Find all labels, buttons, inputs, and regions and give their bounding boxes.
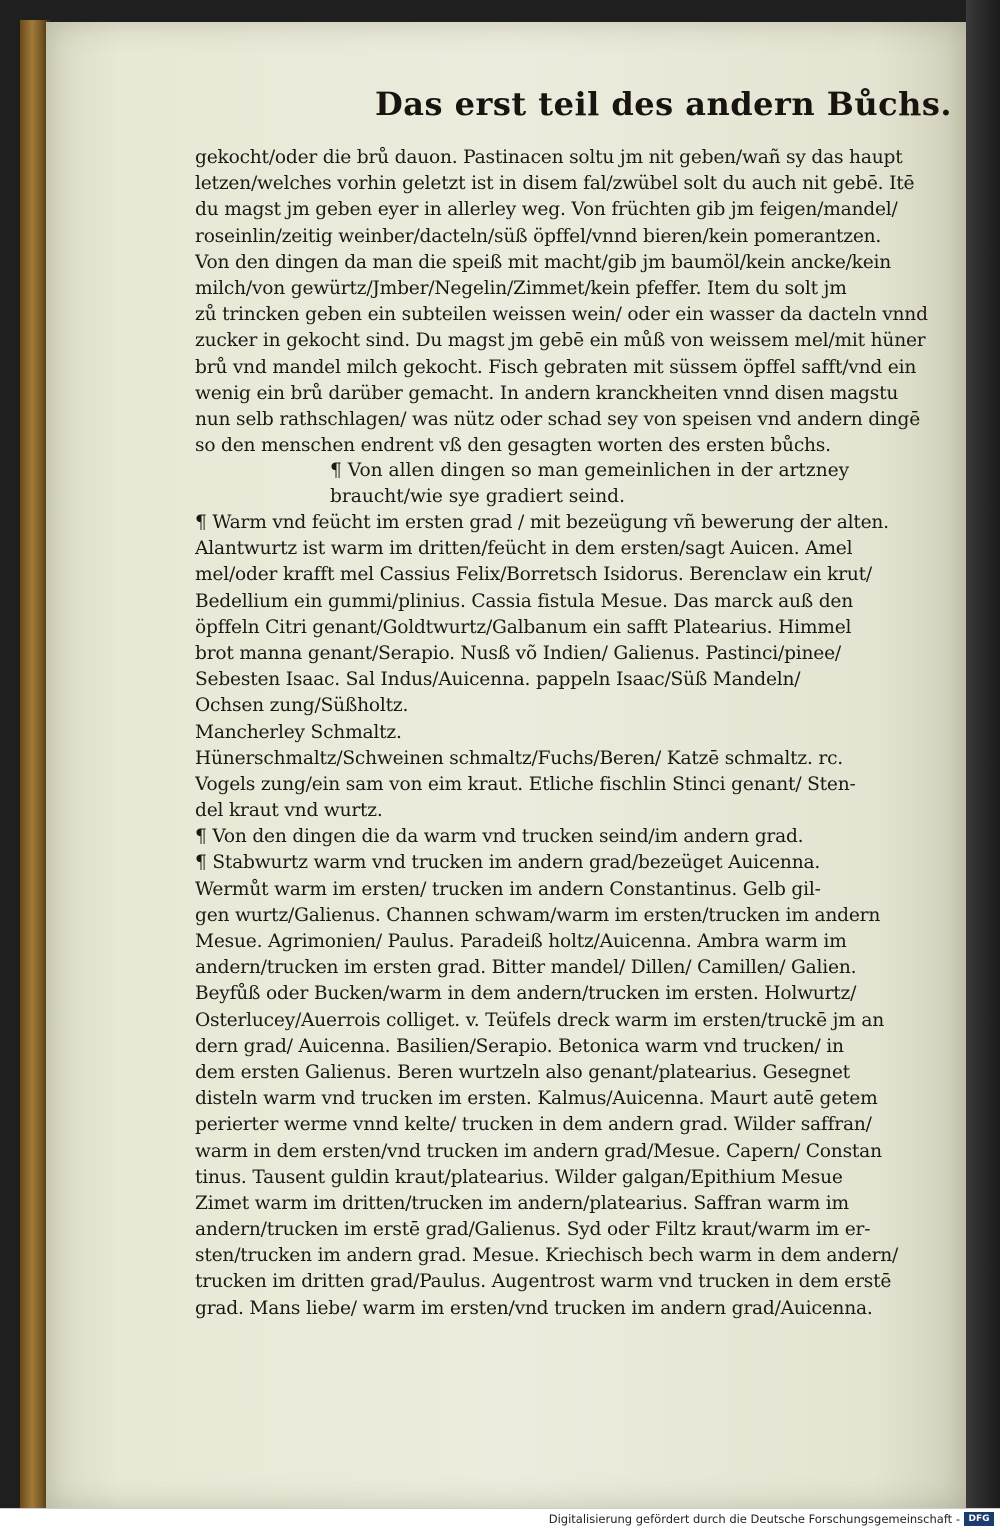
block1-line: wenig ein brů darüber gemacht. In andern kranckheiten vnnd disen magstu [195,382,899,404]
block2-line: Beyfůß oder Bucken/warm in dem andern/trucken im ersten. Holwurtz/ [195,983,857,1005]
block1-line: gekocht/oder die brů dauon. Pastinacen soltu jm nit geben/wañ sy das haupt [195,147,903,168]
block1-line: zucker in gekocht sind. Du magst jm gebē ein můß von weissem mel/mit hüner [195,330,926,352]
block2-line: brot manna genant/Serapio. Nusß võ Indien/ Galienus. Pastinci/pinee/ [195,642,841,664]
block1-line: roseinlin/zeitig weinber/dacteln/süß öpffel/vnnd bieren/kein pomerantzen. [195,225,882,247]
block1-line: brů vnd mandel milch gekocht. Fisch gebraten mit süssem öpffel safft/vnd ein [195,356,917,378]
block1-line: milch/von gewürtz/Jmber/Negelin/Zimmet/kein pfeffer. Item du solt jm [195,277,847,299]
block2-line: tinus. Tausent guldin kraut/platearius. Wilder galgan/Epithium Mesue [195,1166,843,1188]
block2-line: dern grad/ Auicenna. Basilien/Serapio. Betonica warm vnd trucken/ in [195,1035,844,1057]
block2-line: ¶ Stabwurtz warm vnd trucken im andern grad/bezeüget Auicenna. [195,852,821,874]
block2-line: sten/trucken im andern grad. Mesue. Kriechisch bech warm in dem andern/ [195,1245,899,1267]
block2-line: Alantwurtz ist warm im dritten/feücht in dem ersten/sagt Auicen. Amel [195,538,853,560]
section-heading [330,458,890,510]
dfg-logo: DFG [964,1512,994,1526]
running-header: Das erst teil des andern Bůchs. [375,85,952,123]
paragraph-block-1 [195,145,955,459]
block2-line: Wermůt warm im ersten/ trucken im andern Constantinus. Gelb gil- [195,878,821,900]
block1-line: so den menschen endrent vß den gesagten worten des ersten bůchs. [195,435,831,457]
paragraph-block-2 [195,510,955,1322]
footer-credit: Digitalisierung gefördert durch die Deutsche Forschungsgemeinschaft - [548,1512,960,1526]
block2-line: Vogels zung/ein sam von eim kraut. Etliche fischlin Stinci genant/ Sten- [195,773,856,795]
block2-line: andern/trucken im ersten grad. Bitter mandel/ Dillen/ Camillen/ Galien. [195,957,857,979]
block2-line: perierter werme vnnd kelte/ trucken in dem andern grad. Wilder saffran/ [195,1114,872,1136]
scan-border [966,0,1000,1508]
block2-line: Bedellium ein gummi/plinius. Cassia fistula Mesue. Das marck auß den [195,590,853,612]
block2-line: Mancherley Schmaltz. [195,721,402,743]
block1-line: zů trincken geben ein subteilen weissen wein/ oder ein wasser da dacteln vnnd [195,304,928,326]
block2-line: ¶ Von den dingen die da warm vnd trucken seind/im andern grad. [195,826,804,848]
heading-line: braucht/wie sye gradiert seind. [330,486,625,507]
block2-line: grad. Mans liebe/ warm im ersten/vnd trucken im andern grad/Auicenna. [195,1297,873,1319]
block1-line: letzen/welches vorhin geletzt ist in disem fal/zwübel solt du auch nit gebē. Itē [195,173,915,195]
block2-line: Hünerschmaltz/Schweinen schmaltz/Fuchs/Beren/ Katzē schmaltz. rc. [195,747,844,769]
block2-line: disteln warm vnd trucken im ersten. Kalmus/Auicenna. Maurt autē getem [195,1088,878,1110]
block2-line: Mesue. Agrimonien/ Paulus. Paradeiß holtz/Auicenna. Ambra warm im [195,931,847,952]
block2-line: Zimet warm im dritten/trucken im andern/platearius. Saffran warm im [195,1192,849,1214]
block2-line: Osterlucey/Auerrois colliget. v. Teüfels dreck warm im ersten/truckē jm an [195,1009,884,1031]
block2-line: ¶ Warm vnd feücht im ersten grad / mit bezeügung vñ bewerung der alten. [195,512,889,533]
block2-line: warm in dem ersten/vnd trucken im andern grad/Mesue. Capern/ Constan [195,1140,882,1162]
block2-line: gen wurtz/Galienus. Channen schwam/warm im ersten/trucken im andern [195,904,881,926]
block2-line: del kraut vnd wurtz. [195,800,383,822]
block2-line: Sebesten Isaac. Sal Indus/Auicenna. pappeln Isaac/Süß Mandeln/ [195,669,801,691]
block1-line: du magst jm geben eyer in allerley weg. Von früchten gib jm feigen/mandel/ [195,199,898,221]
block2-line: öpffeln Citri genant/Goldtwurtz/Galbanum ein safft Platearius. Himmel [195,616,852,638]
block1-line: Von den dingen da man die speiß mit macht/gib jm baumöl/kein ancke/kein [195,251,892,273]
block1-line: nun selb rathschlagen/ was nütz oder schad sey von speisen vnd andern dingē [195,408,921,430]
block2-line: Ochsen zung/Süßholtz. [195,695,409,717]
block2-line: andern/trucken im erstē grad/Galienus. Syd oder Filtz kraut/warm im er- [195,1219,871,1241]
heading-line: ¶ Von allen dingen so man gemeinlichen in der artzney [330,460,850,481]
block2-line: trucken im dritten grad/Paulus. Augentrost warm vnd trucken in dem erstē [195,1271,892,1293]
block2-line: mel/oder krafft mel Cassius Felix/Borretsch Isidorus. Berenclaw ein krut/ [195,564,872,586]
block2-line: dem ersten Galienus. Beren wurtzeln also genant/platearius. Gesegnet [195,1061,850,1083]
footer-bar [0,1508,1000,1530]
